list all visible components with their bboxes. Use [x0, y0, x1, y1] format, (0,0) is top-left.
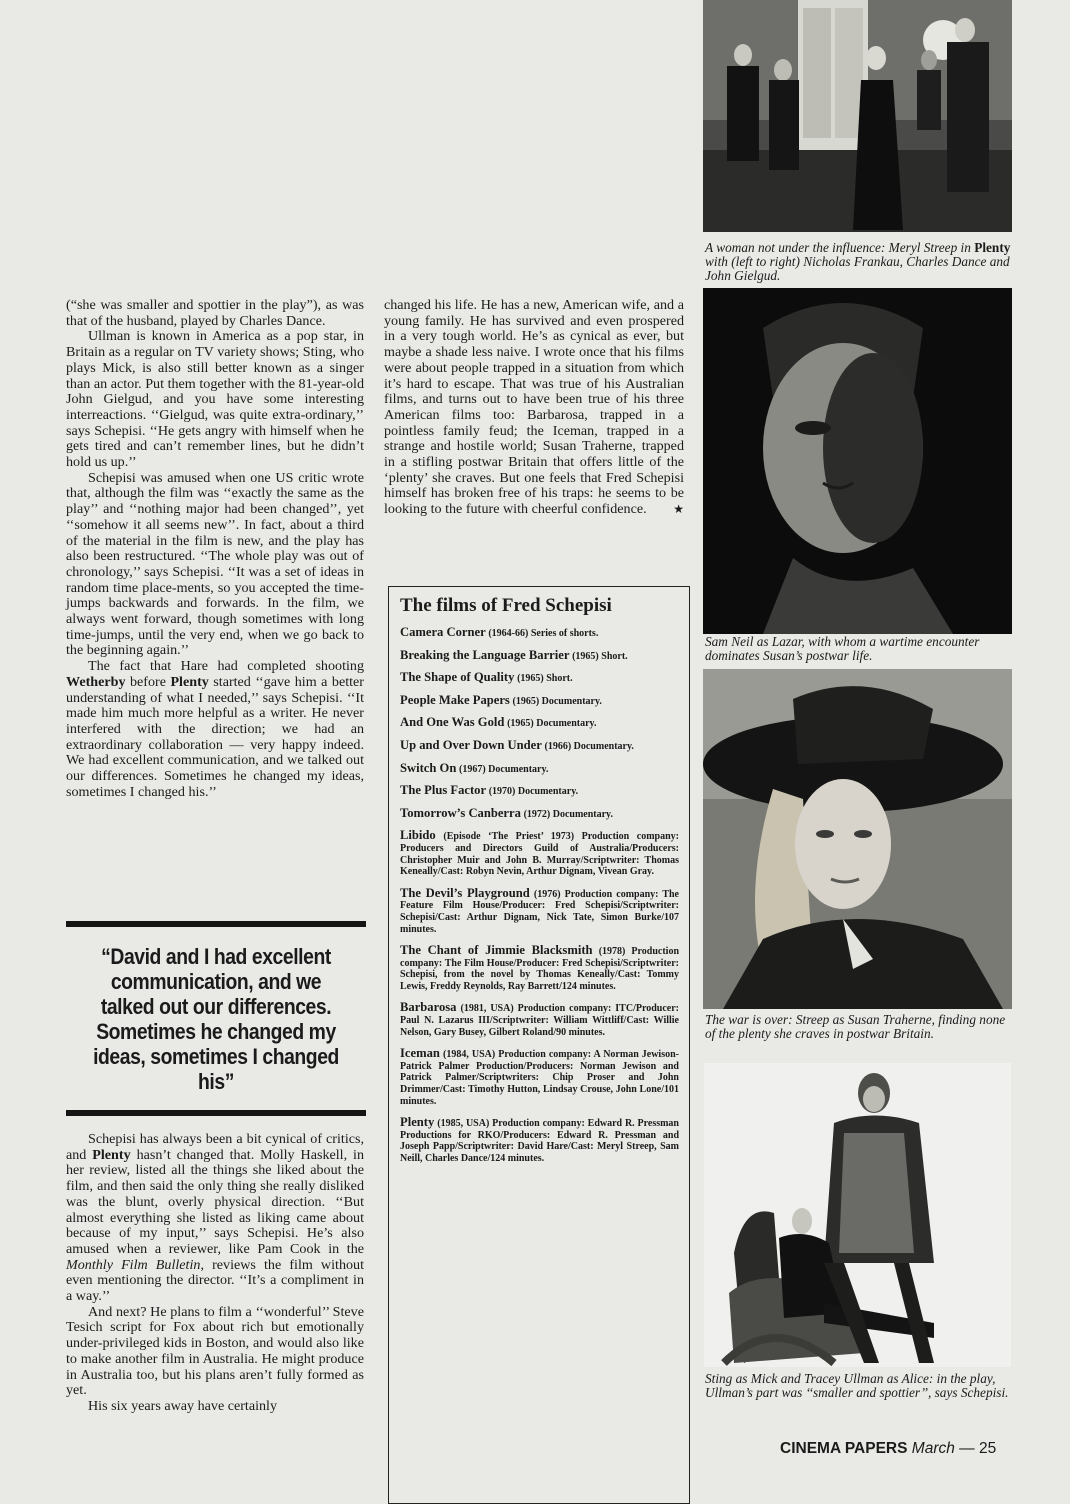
film-entry [400, 945, 679, 992]
photo-dinner-scene [703, 0, 1012, 232]
pullquote-top-rule [66, 921, 366, 927]
film-entry [400, 717, 679, 730]
film-entry [400, 647, 679, 663]
article-column-1 [66, 298, 364, 801]
photo-portrait-sam-neill-image [703, 288, 1012, 634]
text-run: Schepisi has always been a bit cynical of critics, and [66, 1131, 364, 1163]
page-number: — 25 [959, 1440, 997, 1457]
text-run: before [125, 673, 171, 690]
film-details: (Episode ‘The Priest’ 1973) Production company: Producers and Directors Guild of Australia/Producers: Christopher Muir and John B. Murray/Scriptwriter: Thomas Keneally/Cast: Robyn Nevin, Arthur Dignam, Vivean Gray. [400, 831, 679, 878]
film-entry [400, 1117, 679, 1164]
film-entry [400, 737, 679, 753]
film-title: And One Was Gold [400, 715, 505, 730]
film-title: The Devil’s Playground [400, 885, 530, 900]
film-entry [400, 885, 680, 935]
filmography-box [388, 586, 690, 1504]
film-entry [400, 692, 679, 708]
film-details: (1964-66) Series of shorts. [488, 628, 599, 639]
article-paragraph: And next? He plans to film a ‘‘wonderful’’ Steve Tesich script for Fox about rich but emotionally under-privileged kids in Boston, and would also like to make another film in Australia. He might produce in Australia too, but his plans aren’t fully formed as yet. [66, 1303, 364, 1399]
film-title-bold: Plenty [974, 240, 1011, 255]
end-mark-star: ★ [673, 502, 684, 517]
article-paragraph: (“she was smaller and spottier in the play”), as was that of the husband, played by Charles Dance. [66, 297, 364, 329]
film-details: (1976) Production company: The Feature Film House/Producer: Fred Schepisi/Scriptwriter: Schepisi/Cast: Arthur Dignam, Nick Tate, Simon Burke/107 minutes. [400, 888, 680, 935]
text-run: The fact that Hare had completed shooting [88, 658, 364, 675]
text-run: started ‘‘gave him a better understanding of what I needed,’’ says Schepisi. ‘‘It made him much more helpful as a writer. He never interfered with the direction; we had an extraordinary collaboration — very happy indeed. We had excellent communication, and we talked out our differences. Sometimes he changed my ideas, sometimes I changed his.’’ [66, 673, 364, 800]
photo-streep-hat-image [703, 669, 1012, 1009]
film-title: Barbarosa [400, 1000, 457, 1015]
article-paragraph [384, 298, 684, 518]
film-details: (1965) Documentary. [512, 695, 602, 707]
article-paragraph: His six years away have certainly [88, 1397, 278, 1414]
film-title: The Plus Factor [400, 783, 487, 798]
film-details: (1981, USA) Production company: ITC/Producer: Paul N. Lazarus III/Scriptwriter: William Wittliff/Cast: Willie Nelson, Gary Busey, Gilbert Roland/90 minutes. [400, 1003, 679, 1038]
film-details: (1978) Production company: The Film House/Producer: Fred Schepisi/Scriptwriter: Schepisi, from the novel by Thomas Keneally/Cast: Tommy Lewis, Freddy Reynolds, Ray Barrett/124 minutes. [400, 946, 680, 992]
film-details: (1966) Documentary. [544, 740, 634, 752]
issue-month: March [911, 1440, 955, 1457]
text-run: , reviews the film without even mentioning the director. ‘‘It’s a compliment in a way.’’ [66, 1256, 364, 1305]
film-entry [400, 760, 679, 776]
text-run: changed his life. He has a new, American wife, and a young family. He has survived and even prospered in a very tough world. He’s as cynical as ever, but maybe a shade less naive. I wrote once that his films were about people trapped in a situation from which it’s hard to escape. That was true of his Australian films, and turns out to have been true of his three American films too: Barbarosa, trapped in a pointless family feud; the Iceman, trapped in a strange and hostile world; Susan Traherne, trapped in a stifling postwar Britain that offers little of the ‘plenty’ she craves. But one feels that Fred Schepisi himself has broken free of his traps: he seems to be looking to the future with cheerful confidence. [384, 297, 684, 518]
pullquote-bottom-rule [66, 1110, 366, 1116]
film-details: (1965) Short. [572, 650, 628, 662]
article-paragraph [66, 659, 364, 800]
film-title: The Shape of Quality [400, 670, 515, 685]
article-column-1-bottom [66, 1132, 364, 1415]
photo-dinner-scene-image [703, 0, 1012, 232]
photo-portrait-sam-neill [703, 288, 1012, 634]
film-details: (1965) Documentary. [507, 718, 597, 730]
film-title: Iceman [400, 1046, 440, 1061]
film-title: Breaking the Language Barrier [400, 647, 570, 662]
text-run: with (left to right) Nicholas Frankau, Charles Dance and John Gielgud. [705, 253, 1010, 283]
page-footer [780, 1440, 1020, 1458]
film-details: (1984, USA) Production company: A Norman Jewison-Patrick Palmer Production/Producers: Norman Jewison and Patrick Palmer/Scriptwriters: Chip Proser and John Drimmer/Cast: Timothy Hutton, Lindsay Crouse, John Lone/101 minutes. [400, 1049, 679, 1107]
article-paragraph: Schepisi was amused when one US critic wrote that, although the film was ‘‘exactly the same as the play’’ and ‘‘nothing major had been changed’’, yet ‘‘somehow it all seems new’’. In fact, about a third of the material in the film is new, and the play has also been restructured. ‘‘The whole play was out of chronology,’’ says Schepisi. ‘‘It was a set of ideas in random time place-ments, so you accepted the time-jumps backwards and forwards. In the film, we always went forward, though sometimes with long time-jumps, until the very end, when we go back to the beginning again.’’ [66, 469, 364, 659]
article-paragraph: Ullman is known in America as a pop star, in Britain as a regular on TV variety shows; Sting, who plays Mick, is also still better known as a singer than an actor. Put them together with the 81-year-old John Gielgud, and you have some interesting interreactions. ‘‘Gielgud, was quite extra-ordinary,’’ says Schepisi. ‘‘He gets angry with himself when he gets tired and can’t remember lines, but he didn’t hold us up.’’ [66, 328, 364, 471]
film-entry [400, 672, 679, 685]
film-details: (1967) Documentary. [459, 763, 549, 775]
film-title: The Chant of Jimmie Blacksmith [400, 943, 593, 958]
film-title: Switch On [400, 760, 457, 775]
film-title-bold: Plenty [170, 673, 209, 690]
film-title: Tomorrow’s Canberra [400, 805, 521, 820]
article-column-2 [384, 298, 684, 518]
photo-caption [705, 241, 1011, 282]
film-entry [400, 1002, 679, 1038]
film-details: (1970) Documentary. [488, 786, 579, 798]
article-paragraph [66, 1132, 364, 1305]
magazine-name: CINEMA PAPERS [780, 1440, 908, 1457]
film-entry [400, 627, 679, 640]
photo-streep-hat [703, 669, 1012, 1009]
film-title: Camera Corner [400, 625, 486, 639]
filmography-heading: The films of Fred Schepisi [400, 595, 612, 616]
film-title: Plenty [400, 1115, 435, 1130]
film-details: (1972) Documentary. [523, 808, 614, 820]
film-entry [400, 805, 679, 821]
film-entry [400, 785, 679, 798]
photo-sting-ullman [704, 1063, 1011, 1367]
photo-caption: The war is over: Streep as Susan Traherne, finding none of the plenty she craves in postwar Britain. [705, 1012, 1006, 1041]
film-entry [400, 830, 679, 877]
film-title: Up and Over Down Under [400, 737, 542, 752]
film-entry [400, 1048, 679, 1107]
publication-italic: Monthly Film Bulletin [66, 1256, 201, 1273]
film-title: Libido [400, 828, 436, 843]
film-details: (1985, USA) Production company: Edward R. Pressman Productions for RKO/Producers: Edward R. Pressman and Joseph Papp/Scriptwriter: David Hare/Cast: Meryl Streep, Sam Neill, Charles Dance/124 minutes. [400, 1118, 679, 1164]
text-run: A woman not under the influence: Meryl Streep in [705, 240, 975, 255]
film-title: People Make Papers [400, 692, 510, 707]
filmography-list [400, 627, 679, 1165]
film-title-bold: Wetherby [66, 673, 126, 690]
film-title-bold: Plenty [92, 1146, 131, 1163]
photo-caption: Sam Neil as Lazar, with whom a wartime encounter dominates Susan’s postwar life. [705, 634, 980, 663]
photo-sting-ullman-image [704, 1063, 1011, 1367]
photo-caption: Sting as Mick and Tracey Ullman as Alice: in the play, Ullman’s part was ‘‘smaller and spottier’’, says Schepisi. [705, 1371, 1009, 1400]
pull-quote: “David and I had excellent communication, and we talked out our differences. Sometimes he changed my ideas, sometimes I changed his” [93, 944, 339, 1094]
film-details: (1965) Short. [517, 673, 573, 685]
text-run: hasn’t changed that. Molly Haskell, in her review, listed all the things she liked about the film, and then said the only thing she really disliked was the blunt, overly physical direction. ‘‘But almost everything she listed as liking came about because of my input,’’ says Schepisi. He’s also amused when a reviewer, like Pam Cook in the [66, 1146, 364, 1257]
